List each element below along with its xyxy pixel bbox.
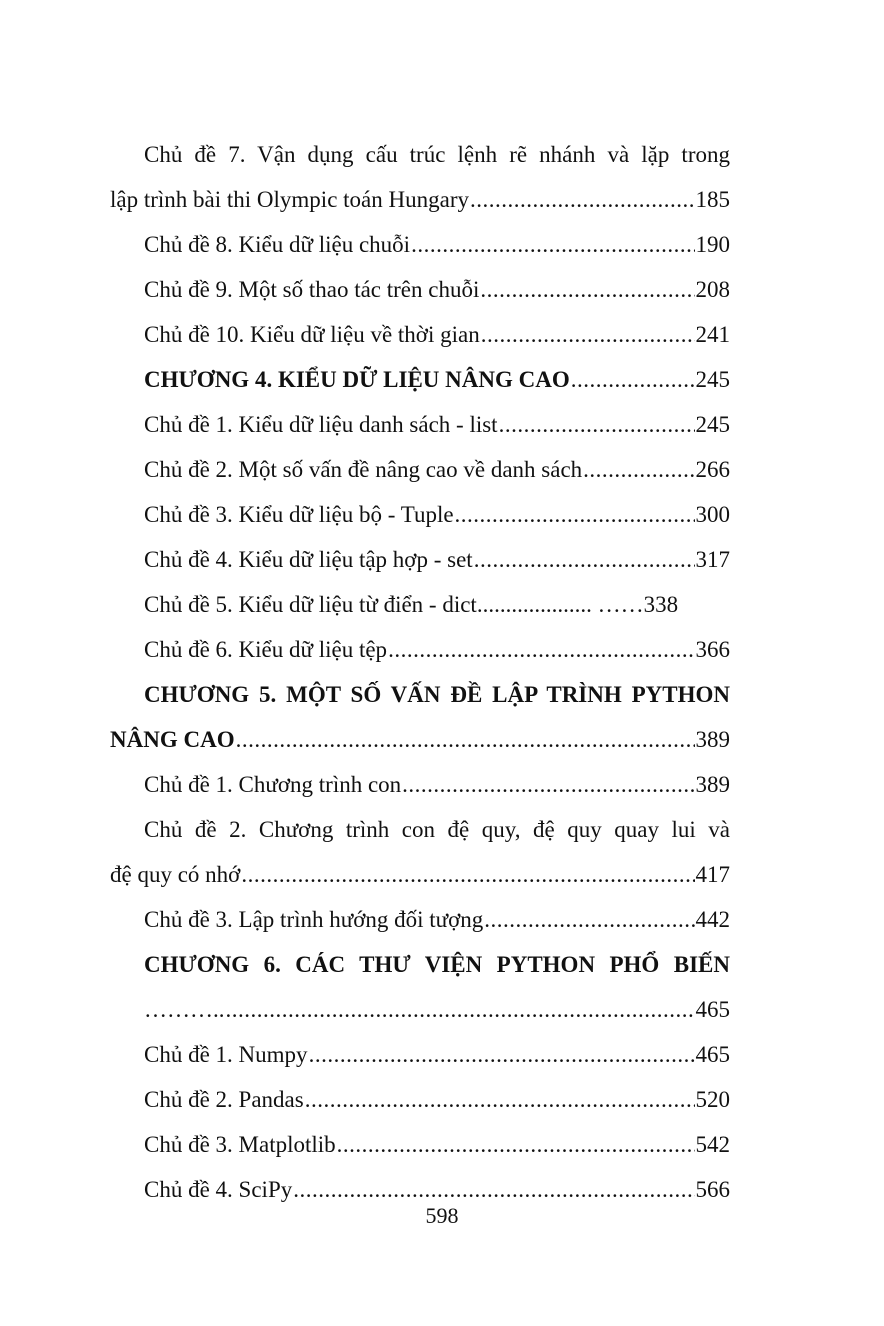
toc-chapter-entry[interactable] <box>110 987 730 1032</box>
dot-leader <box>480 267 694 312</box>
toc-entry-line1: Chủ đề 7. Vận dụng cấu trúc lệnh rẽ nhánh và lặp trong <box>144 142 730 167</box>
toc-entry-title: Chủ đề 3. Matplotlib <box>144 1132 336 1157</box>
toc-page-number: 366 <box>695 637 730 662</box>
toc-entry[interactable] <box>110 267 730 312</box>
toc-entry[interactable] <box>110 447 730 492</box>
toc-entry-line1: Chủ đề 2. Chương trình con đệ quy, đệ quy quay lui và <box>144 817 730 842</box>
toc-entry-title: Chủ đề 1. Numpy <box>144 1042 308 1067</box>
dot-leader <box>474 537 695 582</box>
dot-leader <box>571 357 695 402</box>
page-number: 598 <box>425 1203 459 1228</box>
toc-page-number: 245 <box>695 367 730 392</box>
toc-entry[interactable] <box>110 1032 730 1077</box>
toc-page-number: 190 <box>695 232 730 257</box>
toc-entry[interactable] <box>110 492 730 537</box>
toc-page-number: 520 <box>695 1087 730 1112</box>
toc-chapter-entry[interactable] <box>110 357 730 402</box>
toc-chapter-entry[interactable] <box>110 717 730 762</box>
dot-leader <box>337 1122 695 1167</box>
dot-leader <box>236 717 695 762</box>
toc-entry[interactable] <box>110 1077 730 1122</box>
toc-page-number: 566 <box>695 1177 730 1202</box>
toc-chapter-line1: CHƯƠNG 5. MỘT SỐ VẤN ĐỀ LẬP TRÌNH PYTHON <box>144 682 730 707</box>
toc-page-number: 300 <box>695 502 730 527</box>
toc-entry[interactable] <box>110 312 730 357</box>
toc-entry[interactable] <box>110 582 730 627</box>
toc-page-number: 442 <box>695 907 730 932</box>
toc-page-number: 542 <box>695 1132 730 1157</box>
toc-entry[interactable] <box>110 177 730 222</box>
toc-page-number: 241 <box>695 322 730 347</box>
toc-entry-title: Chủ đề 3. Kiểu dữ liệu bộ - Tuple <box>144 502 454 527</box>
dot-leader <box>499 402 695 447</box>
toc-entry[interactable] <box>110 852 730 897</box>
toc-entry[interactable] <box>110 537 730 582</box>
toc-entry-title: Chủ đề 2. Pandas <box>144 1087 304 1112</box>
toc-entry-title: đệ quy có nhớ <box>110 862 241 887</box>
toc-page-number: 417 <box>695 862 730 887</box>
toc-entry[interactable] <box>110 762 730 807</box>
toc-entry-title: Chủ đề 10. Kiểu dữ liệu về thời gian <box>144 322 480 347</box>
toc-entry[interactable] <box>110 1122 730 1167</box>
toc-page-number: 185 <box>695 187 730 212</box>
toc-entry-title: Chủ đề 2. Một số vấn đề nâng cao về danh sách <box>144 457 583 482</box>
table-of-contents <box>110 132 730 1212</box>
toc-entry[interactable] <box>110 402 730 447</box>
toc-chapter-title: ……….. <box>144 997 225 1022</box>
dot-leader <box>470 177 695 222</box>
toc-page-number: 389 <box>695 727 730 752</box>
dot-leader <box>583 447 694 492</box>
toc-chapter-title: CHƯƠNG 4. KIỂU DỮ LIỆU NÂNG CAO <box>144 367 570 392</box>
toc-page-number: 208 <box>695 277 730 302</box>
toc-entry[interactable] <box>110 627 730 672</box>
toc-page-number: 465 <box>695 997 730 1022</box>
toc-page-number: 465 <box>695 1042 730 1067</box>
toc-page-number: 266 <box>695 457 730 482</box>
toc-entry-title: Chủ đề 1. Kiểu dữ liệu danh sách - list <box>144 412 498 437</box>
toc-entry-title: Chủ đề 8. Kiểu dữ liệu chuỗi <box>144 232 411 257</box>
toc-entry-title: Chủ đề 1. Chương trình con <box>144 772 402 797</box>
toc-entry-title: Chủ đề 4. Kiểu dữ liệu tập hợp - set <box>144 547 473 572</box>
toc-entry-title: lập trình bài thi Olympic toán Hungary <box>110 187 469 212</box>
toc-entry[interactable] <box>110 897 730 942</box>
toc-chapter-title: NÂNG CAO <box>110 727 235 752</box>
toc-page-number: 317 <box>695 547 730 572</box>
toc-entry-title: Chủ đề 4. SciPy <box>144 1177 293 1202</box>
toc-entry-title: Chủ đề 6. Kiểu dữ liệu tệp <box>144 637 388 662</box>
dot-leader <box>484 897 694 942</box>
toc-page-number: 389 <box>695 772 730 797</box>
toc-page-number: 245 <box>695 412 730 437</box>
dot-leader <box>402 762 694 807</box>
dot-leader <box>305 1077 695 1122</box>
dot-leader <box>481 312 695 357</box>
dot-leader <box>411 222 694 267</box>
dot-leader <box>241 852 694 897</box>
toc-chapter-line1: CHƯƠNG 6. CÁC THƯ VIỆN PYTHON PHỔ BIẾN <box>144 952 730 977</box>
toc-entry[interactable] <box>110 222 730 267</box>
toc-entry-title: Chủ đề 3. Lập trình hướng đối tượng <box>144 907 484 932</box>
toc-entry-title: Chủ đề 9. Một số thao tác trên chuỗi <box>144 277 480 302</box>
dot-leader <box>455 492 695 537</box>
dot-leader <box>388 627 694 672</box>
toc-page-number: 338 <box>643 592 679 617</box>
dot-leader <box>309 1032 695 1077</box>
dot-leader <box>226 987 695 1032</box>
toc-entry-title: Chủ đề 5. Kiểu dữ liệu từ điển - dict.................... …… <box>144 592 644 617</box>
